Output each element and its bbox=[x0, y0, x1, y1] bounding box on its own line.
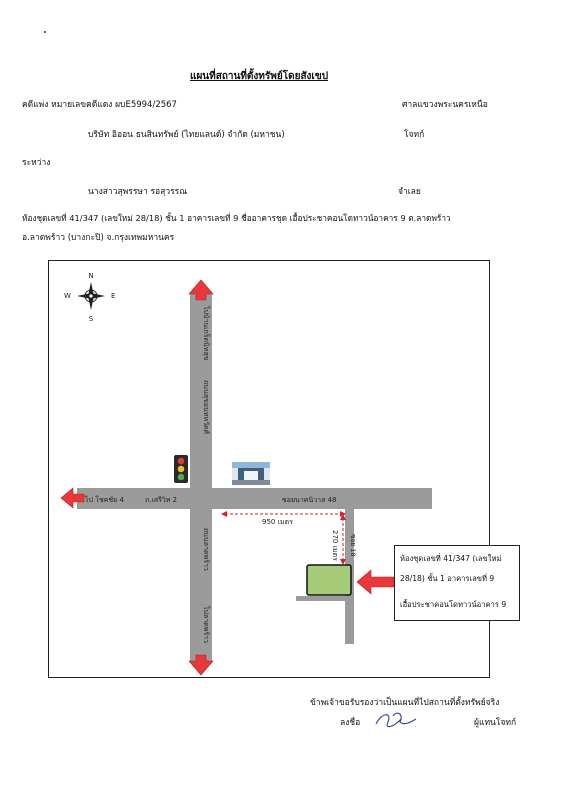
compass-west-label: W bbox=[64, 292, 71, 300]
address-line-2: อ.ลาดพร้าว (บางกะปิ) จ.กรุงเทพมหานคร bbox=[22, 233, 175, 243]
defendant-name: นางสาวสุพรรษา รอสุวรรณ bbox=[88, 187, 188, 197]
signature-label: ลงชื่อ bbox=[340, 718, 361, 728]
north-road-destination: ไปบ้านเกร็ดนิทสุข bbox=[202, 306, 210, 361]
defendant-role: จำเลย bbox=[398, 187, 421, 197]
west-road-name: ถ.เสรีวิท 2 bbox=[145, 496, 178, 504]
court-name: ศาลแขวงพระนครเหนือ bbox=[402, 100, 488, 110]
compass-east-label: E bbox=[111, 292, 116, 300]
address-line-1: ห้องชุดเลขที่ 41/347 (เลขใหม่ 28/18) ชั้น 1 อาคารเลขที่ 9 ชื่ออาคารชุด เอื้อประชาคอนโดทาวน์อาคาร 9 ต.ลาดพร้าว bbox=[22, 213, 451, 223]
signer-role: ผู้แทนโจทก์ bbox=[474, 718, 517, 728]
north-road-name: ถนนสุขอนทหวัดศ์ bbox=[202, 380, 210, 435]
compass-south-label: S bbox=[88, 315, 94, 323]
plaintiff-role: โจทก์ bbox=[404, 130, 425, 140]
case-number: คดีแพ่ง หมายเลขคดีแดง ผบE5994/2567 bbox=[22, 100, 177, 110]
certification-statement: ข้าพเจ้าขอรับรองว่าเป็นแผนที่ไปสถานที่ตั้งทรัพย์จริง bbox=[310, 698, 500, 708]
west-destination-label: ไป โชคชัย 4 bbox=[85, 496, 124, 504]
callout-line-2: 28/18) ชั้น 1 อาคารเลขที่ 9 bbox=[400, 574, 495, 583]
callout-line-3: เอื้อประชาคอนโดทาวน์อาคาร 9 bbox=[400, 600, 507, 609]
between-label: ระหว่าง bbox=[22, 158, 51, 168]
east-road-name: ซอยนาคนิวาส 48 bbox=[282, 496, 337, 504]
handwritten-signature-icon bbox=[376, 713, 416, 727]
south-road-destination: ไปลาดพร้าว bbox=[202, 606, 210, 643]
distance-vertical-label: 270 เมตร bbox=[331, 530, 339, 561]
document-title: แผนที่สถานที่ตั้งทรัพย์โดยสังเขป bbox=[190, 71, 329, 82]
callout-line-1: ห้องชุดเลขที่ 41/347 (เลขใหม่ bbox=[400, 554, 502, 563]
side-soi-label: ซอย 18 bbox=[349, 534, 357, 557]
plaintiff-name: บริษัท อิออน ธนสินทรัพย์ (ไทยแลนด์) จำกัด (มหาชน) bbox=[88, 130, 285, 140]
compass-north-label: N bbox=[88, 272, 94, 280]
distance-horizontal-label: 950 เมตร bbox=[262, 518, 293, 526]
south-road-name: ถนนลาดพร้าว bbox=[202, 528, 210, 571]
